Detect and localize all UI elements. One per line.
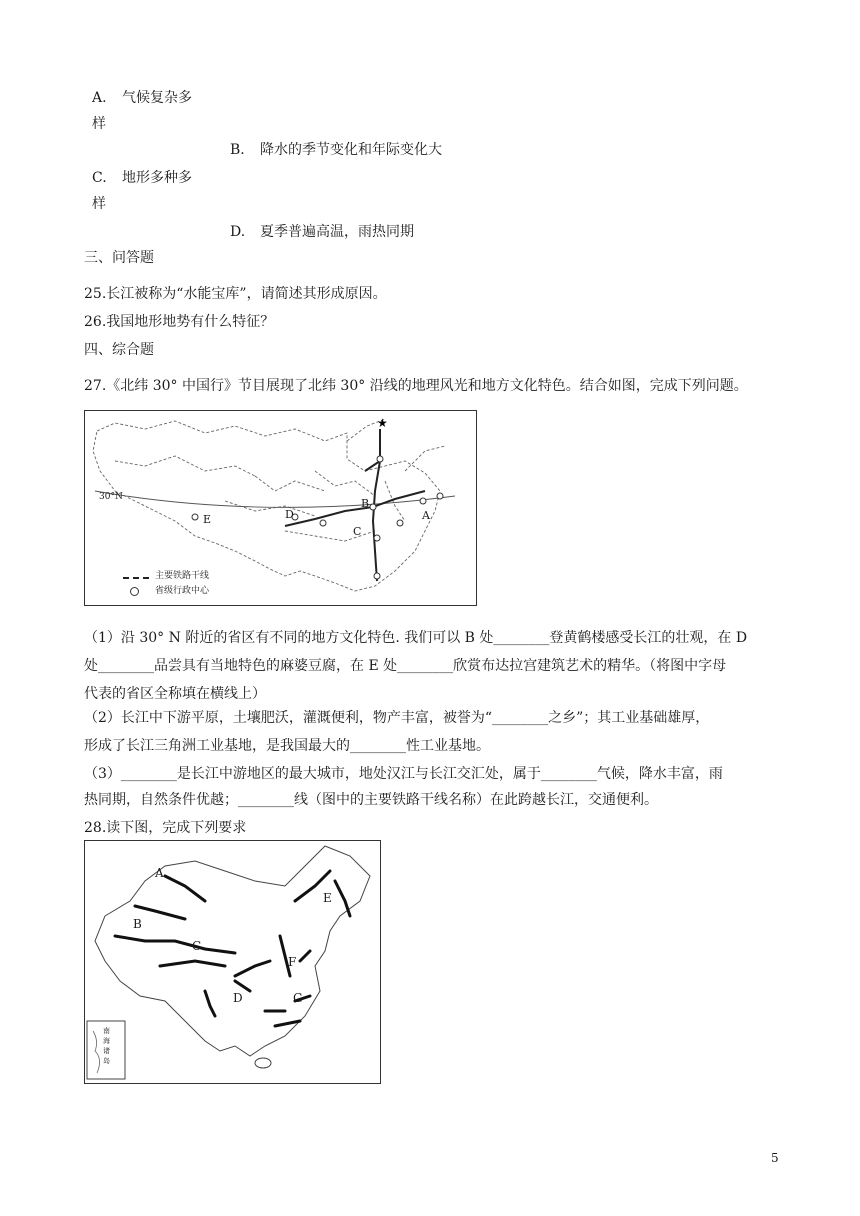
capital-legend-icon (130, 587, 139, 596)
option-text: 地形多种多 (122, 170, 192, 186)
question-27: 27.《北纬 30° 中国行》节目展现了北纬 30° 沿线的地理风光和地方文化特色。结合如图，完成下列问题。 (84, 378, 748, 394)
page-number: 5 (771, 1151, 779, 1165)
map-30n-figure (85, 411, 475, 604)
q27-part1-line1: （1）沿 30° N 附近的省区有不同的地方文化特色. 我们可以 B 处________登黄鹤楼感受长江的壮观，在 D (84, 630, 748, 646)
section-heading-3: 三、问答题 (84, 250, 154, 266)
map2-letter-d: D (233, 991, 243, 1005)
latitude-label: 30°N (99, 492, 123, 502)
question-26: 26.我国地形地势有什么特征？ (84, 314, 275, 330)
option-a-wrap: 样 (92, 116, 106, 132)
q27-part1-line2: 处________品尝具有当地特色的麻婆豆腐，在 E 处________欣赏布达拉宫建筑艺术的精华。（将图中字母 (84, 658, 727, 674)
option-d (230, 222, 414, 242)
map-mountains (84, 840, 381, 1084)
inset-label-3: 诸 (103, 1047, 110, 1055)
option-a (92, 88, 192, 108)
option-c (92, 168, 192, 188)
inset-label-2: 海 (103, 1037, 110, 1045)
option-c-wrap: 样 (92, 196, 106, 212)
map2-letter-a: A (155, 866, 164, 880)
option-letter: D. (230, 224, 246, 240)
q27-part3-line2: 热同期，自然条件优越；________线（图中的主要铁路干线名称）在此跨越长江，交通便利。 (84, 792, 658, 808)
question-25: 25.长江被称为“水能宝库”，请简述其形成原因。 (84, 286, 387, 302)
map2-letter-c: C (192, 939, 202, 953)
legend-railway-label: 主要铁路干线 (155, 571, 210, 581)
option-letter: A. (92, 90, 107, 106)
option-b (230, 140, 442, 160)
map-mountains-figure (85, 841, 379, 1082)
inset-label-1: 南 (103, 1027, 110, 1035)
section-heading-4: 四、综合题 (84, 342, 154, 358)
option-letter: B. (230, 142, 245, 158)
map2-letter-g: G (293, 991, 303, 1005)
map2-letter-e: E (323, 891, 332, 905)
legend-capital-label: 省级行政中心 (155, 586, 210, 596)
map-letter-e: E (203, 513, 212, 526)
q27-part2-line1: （2）长江中下游平原，土壤肥沃，灌溉便利，物产丰富，被誉为“________之乡”；其工业基础雄厚， (84, 710, 710, 726)
q27-part1-line3: 代表的省区全称填在横线上） (84, 686, 266, 702)
option-letter: C. (92, 170, 107, 186)
inset-label-4: 岛 (103, 1057, 110, 1065)
star-icon: ★ (377, 416, 388, 430)
map-30n (84, 410, 477, 606)
question-28: 28.读下图，完成下列要求 (84, 820, 247, 836)
q27-part3-line1: （3）________是长江中游地区的最大城市，地处汉江与长江交汇处，属于________气候，降水丰富，雨 (84, 766, 723, 782)
option-text: 气候复杂多 (122, 90, 192, 106)
q27-part2-line2: 形成了长江三角洲工业基地，是我国最大的________性工业基地。 (84, 738, 490, 754)
railway-legend-line (123, 577, 149, 579)
map-letter-d: D (285, 508, 294, 521)
map-letter-a: A (422, 509, 430, 522)
option-text: 降水的季节变化和年际变化大 (260, 142, 442, 158)
map2-letter-f: F (288, 955, 297, 969)
option-text: 夏季普遍高温，雨热同期 (260, 224, 414, 240)
map-letter-c: C (353, 525, 362, 538)
map2-letter-b: B (133, 917, 142, 931)
map-letter-b: B (361, 497, 370, 510)
